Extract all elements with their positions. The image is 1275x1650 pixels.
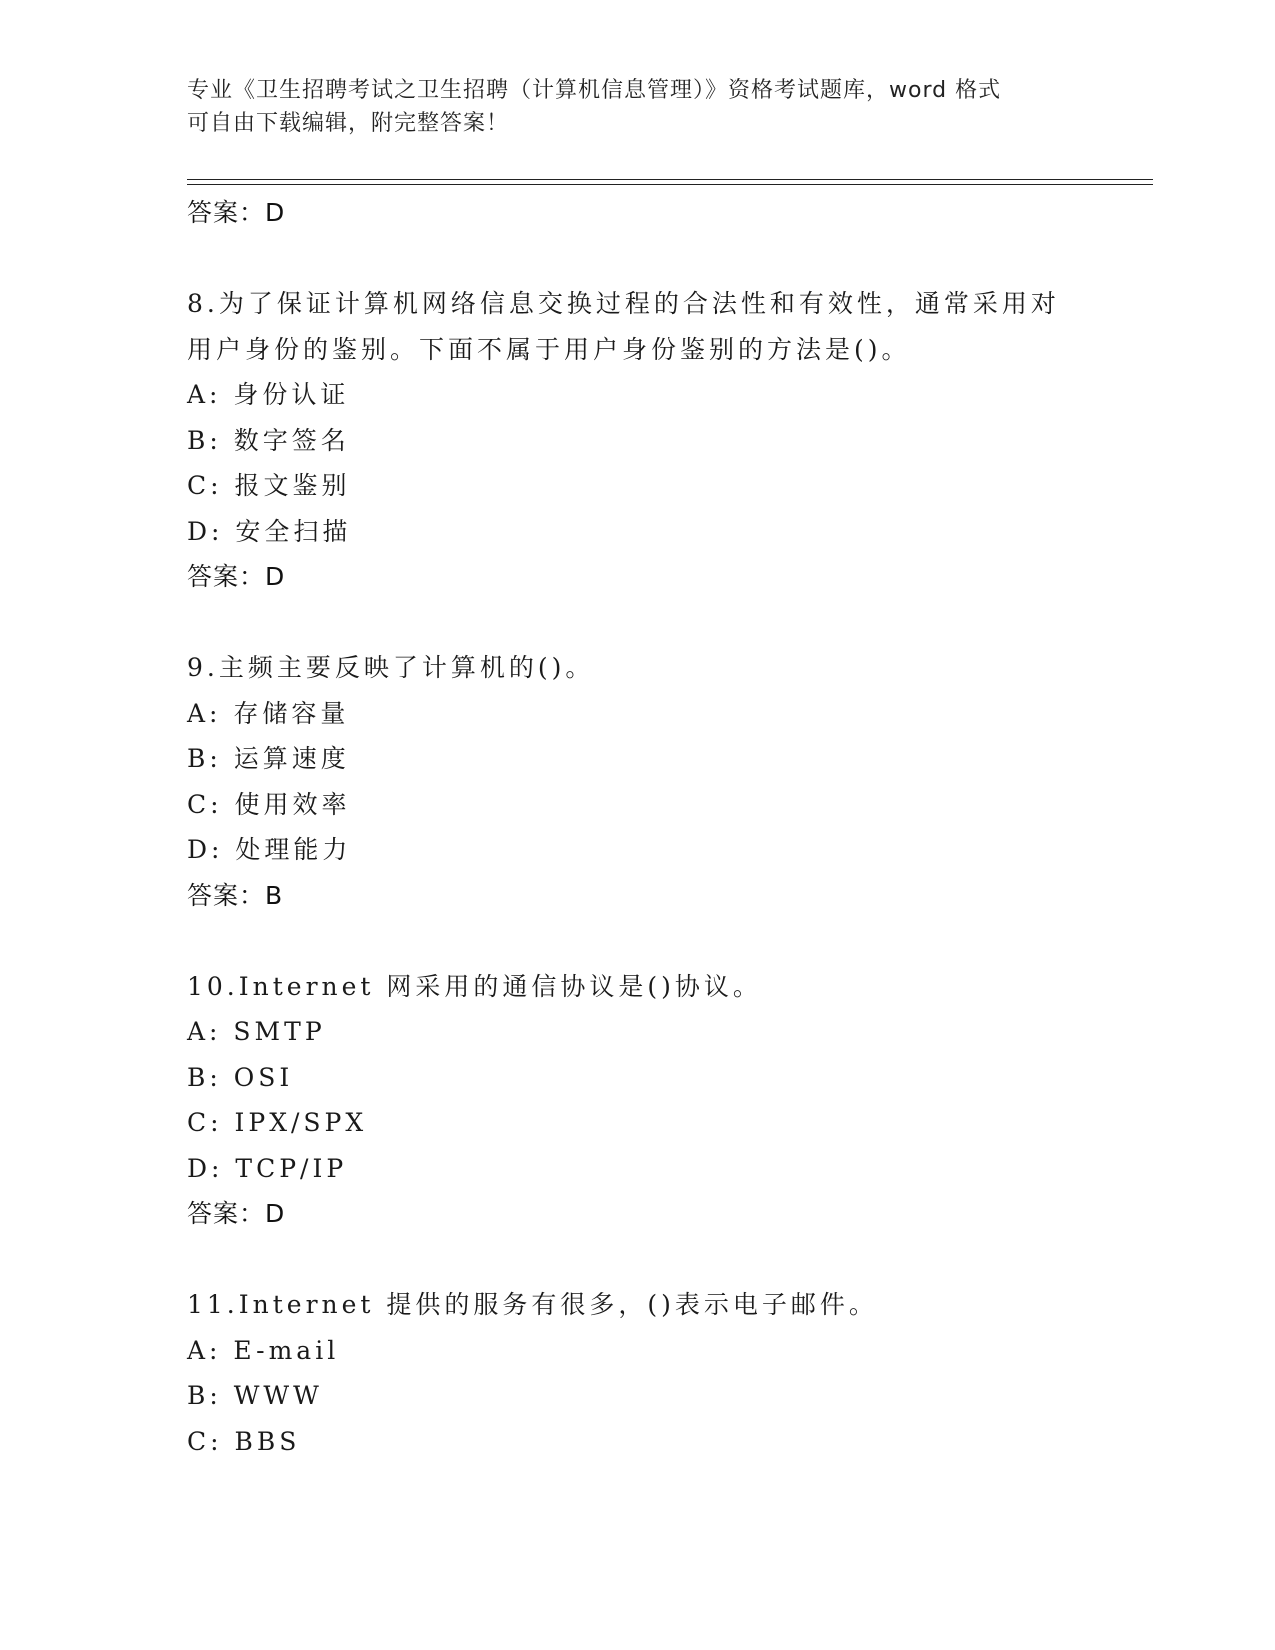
option-c: C: 使用效率 [187, 789, 351, 819]
option-d: D: 安全扫描 [187, 516, 352, 546]
option-b: B: WWW [187, 1381, 323, 1410]
question-stem: 10.Internet 网采用的通信协议是()协议。 [187, 971, 762, 1001]
header-line-2: 可自由下载编辑，附完整答案！ [187, 111, 510, 136]
option-b: B: 数字签名 [187, 425, 350, 455]
answer-line: 答案：D [187, 1199, 286, 1228]
question-stem: 8.为了保证计算机网络信息交换过程的合法性和有效性，通常采用对 [187, 289, 1060, 318]
header-line-1: 专业《卫生招聘考试之卫生招聘（计算机信息管理）》资格考试题库，word 格式 [187, 78, 1002, 103]
option-b: B: 运算速度 [187, 744, 350, 773]
option-b: B: OSI [187, 1062, 294, 1092]
question-stem: 11.Internet 提供的服务有很多，()表示电子邮件。 [187, 1290, 878, 1319]
option-a: A: 存储容量 [187, 698, 350, 728]
question-11 [187, 1282, 1087, 1464]
question-list [187, 190, 1087, 1464]
option-d: D: TCP/IP [187, 1153, 348, 1183]
option-d: D: 处理能力 [187, 835, 352, 864]
answer-line: 答案：D [187, 562, 286, 591]
option-c: C: 报文鉴别 [187, 471, 351, 500]
option-a: A: 身份认证 [187, 380, 350, 409]
question-8 [187, 281, 1087, 599]
question-stem-continued: 用户身份的鉴别。下面不属于用户身份鉴别的方法是()。 [187, 334, 911, 364]
document-header [187, 74, 1087, 140]
answer-line: 答案：B [187, 880, 284, 910]
option-a: A: SMTP [187, 1017, 326, 1046]
question-10 [187, 964, 1087, 1237]
question-9 [187, 645, 1087, 918]
answer-line: 答案：D [187, 198, 286, 227]
header-divider-bottom [187, 184, 1153, 185]
question-stem: 9.主频主要反映了计算机的()。 [187, 653, 595, 682]
header-divider-top [187, 179, 1153, 180]
option-a: A: E-mail [187, 1335, 340, 1365]
option-c: C: BBS [187, 1426, 301, 1456]
option-c: C: IPX/SPX [187, 1108, 368, 1137]
